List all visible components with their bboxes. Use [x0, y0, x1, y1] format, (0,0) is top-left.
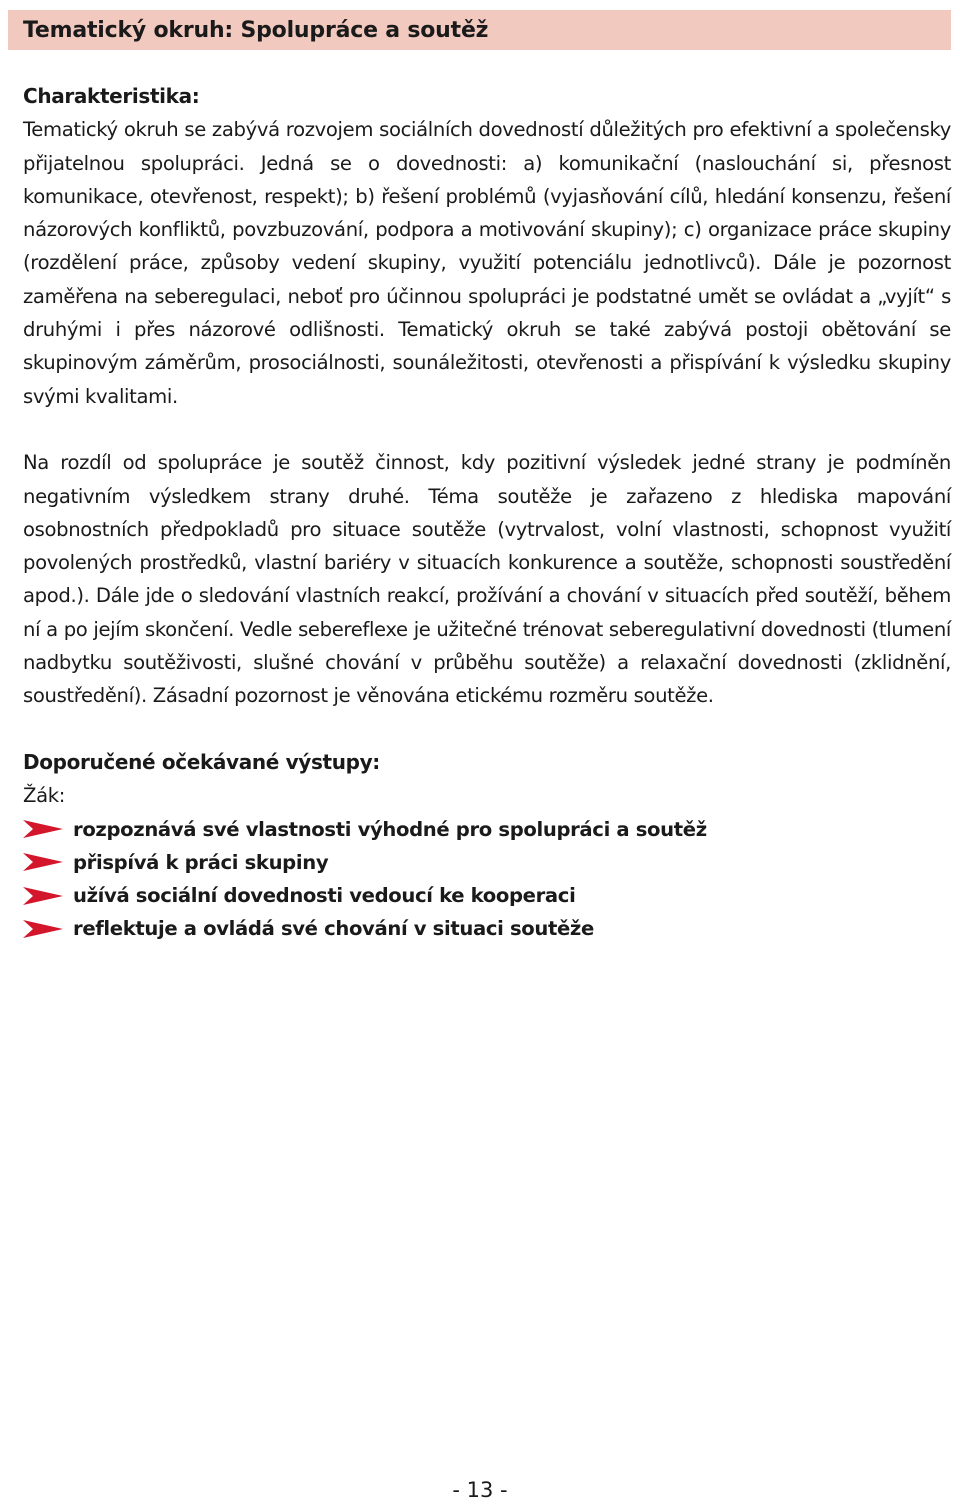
page-number: - 13 - — [452, 1478, 508, 1502]
outcome-text: reflektuje a ovládá své chování v situaci soutěže — [73, 917, 594, 941]
outcomes-subject: Žák: — [23, 784, 65, 808]
red-arrow-icon — [23, 852, 63, 872]
list-item — [23, 846, 951, 879]
list-item — [23, 813, 951, 846]
page-title: Tematický okruh: Spolupráce a soutěž — [23, 17, 489, 43]
main-content — [23, 80, 951, 946]
outcome-text: rozpoznává své vlastnosti výhodné pro spolupráci a soutěž — [73, 817, 707, 841]
paragraph-spacer — [23, 413, 951, 446]
characteristics-heading: Charakteristika: — [23, 84, 200, 108]
section-title-bar — [8, 10, 951, 50]
red-arrow-icon — [23, 919, 63, 939]
section-spacer — [23, 713, 951, 746]
outcomes-list — [23, 813, 951, 946]
list-item — [23, 912, 951, 945]
outcome-text: přispívá k práci skupiny — [73, 850, 329, 874]
outcomes-heading: Doporučené očekávané výstupy: — [23, 749, 380, 774]
list-item — [23, 879, 951, 912]
characteristics-paragraph-2: Na rozdíl od spolupráce je soutěž činnost, kdy pozitivní výsledek jedné strany je podmíněn negativním výsledkem strany druhé. Téma soutěže je zařazeno z hlediska mapování osobnostních předpokladů pro situace soutěže (vytrvalost, volní vlastnosti, schopnost využití povolených prostředků, vlastní bariéry v situacích konkurence a soutěže, schopnosti soustředění apod.). Dále jde o sledování vlastních reakcí, prožívání a chování v situacích před soutěží, během ní a po jejím skončení. Vedle sebereflexe je užitečné trénovat seberegulativní dovednosti (tlumení nadbytku soutěživosti, slušné chování v průběhu soutěže) a relaxační dovednosti (zklidnění, soustředění). Zásadní pozornost je věnována etickému rozměru soutěže. — [23, 451, 951, 708]
red-arrow-icon — [23, 819, 63, 839]
red-arrow-icon — [23, 886, 63, 906]
outcome-text: užívá sociální dovednosti vedoucí ke kooperaci — [73, 884, 576, 908]
characteristics-paragraph-1: Tematický okruh se zabývá rozvojem sociálních dovedností důležitých pro efektivní a společensky přijatelnou spolupráci. Jedná se o dovednosti: a) komunikační (naslouchání si, přesnost komunikace, otevřenost, respekt); b) řešení problémů (vyjasňování cílů, hledání konsenzu, řešení názorových konfliktů, povzbuzování, podpora a motivování skupiny); c) organizace práce skupiny (rozdělení práce, způsoby vedení skupiny, využití potenciálu jednotlivců). Dále je pozornost zaměřena na seberegulaci, neboť pro účinnou spolupráci je podstatné umět se ovládat a „vyjít“ s druhými i přes názorové odlišnosti. Tematický okruh se také zabývá postoji obětování se skupinovým záměrům, prosociálnosti, sounáležitosti, otevřenosti a přispívání k výsledku skupiny svými kvalitami. — [23, 118, 951, 408]
